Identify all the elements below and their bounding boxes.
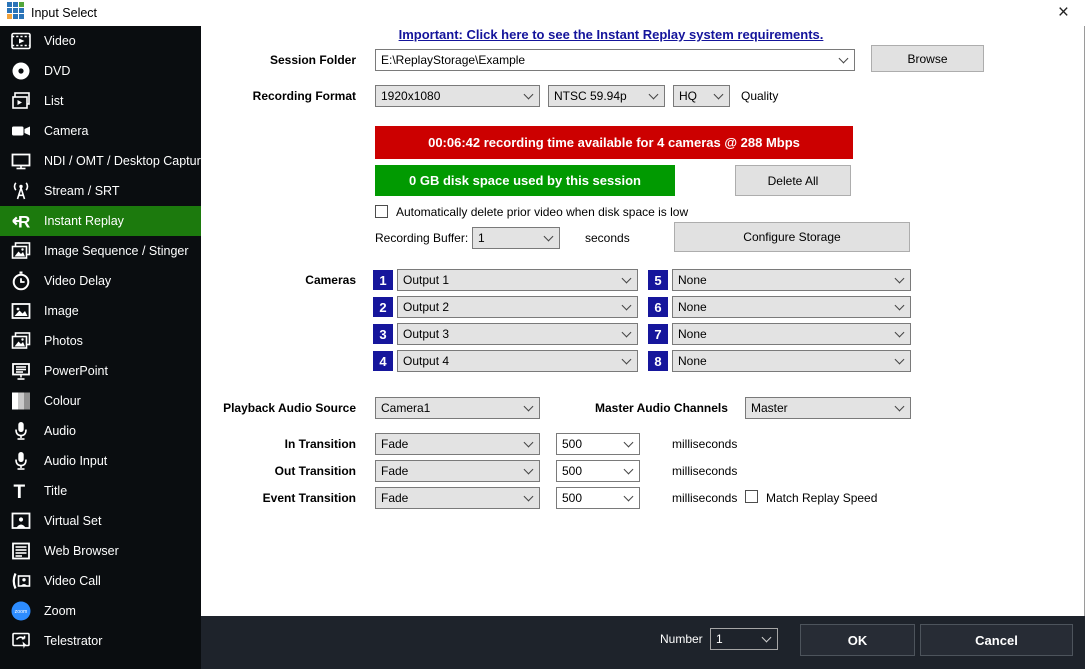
replay-icon [9,210,33,232]
sidebar-item-powerpoint[interactable] [0,356,201,386]
sidebar-item-dvd[interactable] [0,56,201,86]
camera-4-value: Output 4 [403,354,450,368]
camera-2-value: Output 2 [403,300,450,314]
presentation-icon [9,360,33,382]
footer-bar [201,616,1085,669]
recording-buffer-value: 1 [478,231,485,245]
chevron-down-icon [649,90,659,100]
title-bar [0,0,1085,26]
camera-2-badge: 2 [373,297,393,317]
sidebar-item-label: Title [44,484,68,498]
recording-buffer-label: Recording Buffer: [375,231,469,245]
chevron-down-icon [895,328,905,338]
in-transition-duration-select[interactable] [556,433,640,455]
number-value: 1 [716,632,723,646]
delete-all-button[interactable]: Delete All [735,165,851,196]
out-transition-effect-value: Fade [381,464,409,478]
chevron-down-icon [524,492,534,502]
sidebar-item-label: Instant Replay [44,214,124,228]
sidebar-item-instant-replay[interactable] [0,206,201,236]
chevron-down-icon [762,633,772,643]
out-transition-duration-select[interactable] [556,460,640,482]
event-transition-duration-select[interactable] [556,487,640,509]
microphone-input-icon [9,450,33,472]
sidebar-item-photos[interactable] [0,326,201,356]
frame-rate-select[interactable] [548,85,665,107]
in-transition-duration-value: 500 [562,437,583,451]
cameras-label: Cameras [305,273,356,287]
sidebar-item-label: Audio Input [44,454,108,468]
camera-1-value: Output 1 [403,273,450,287]
chevron-down-icon [524,465,534,475]
seconds-label: seconds [585,231,630,245]
sidebar-item-label: Virtual Set [44,514,102,528]
out-transition-unit-label: milliseconds [672,464,738,478]
system-requirements-link[interactable]: Important: Click here to see the Instant Replay system requirements. [398,27,824,42]
zoom-icon [9,600,33,622]
chevron-down-icon [895,274,905,284]
sidebar-item-label: Video Delay [44,274,112,288]
sidebar-item-label: PowerPoint [44,364,108,378]
sidebar-item-colour[interactable] [0,386,201,416]
chevron-down-icon [524,402,534,412]
in-transition-unit-label: milliseconds [672,437,738,451]
recording-buffer-select[interactable] [472,227,560,249]
sidebar-item-label: Colour [44,394,81,408]
sidebar-item-stream-srt[interactable] [0,176,201,206]
chevron-down-icon [839,54,849,64]
sidebar-item-list[interactable] [0,86,201,116]
number-select[interactable] [710,628,778,650]
sidebar-item-label: Web Browser [44,544,119,558]
quality-label: Quality [741,89,779,103]
sidebar-item-label: Zoom [44,604,76,618]
chevron-down-icon [524,438,534,448]
quality-value: HQ [679,89,697,103]
sidebar-item-label: NDI / OMT / Desktop Capture [44,154,208,168]
event-transition-unit-label: milliseconds [672,491,738,505]
camera-6-select[interactable] [672,296,911,318]
list-icon [9,90,33,112]
sidebar-item-label: Photos [44,334,83,348]
web-browser-icon [9,540,33,562]
camera-3-value: Output 3 [403,327,450,341]
camera-5-value: None [678,273,707,287]
film-icon [9,30,33,52]
camera-7-select[interactable] [672,323,911,345]
master-audio-channels-value: Master [751,401,788,415]
sidebar-item-video-delay[interactable] [0,266,201,296]
event-transition-duration-value: 500 [562,491,583,505]
sidebar-item-label: DVD [44,64,71,78]
camera-2-select[interactable] [397,296,638,318]
camera-8-badge: 8 [648,351,668,371]
camera-6-badge: 6 [648,297,668,317]
photos-icon [9,330,33,352]
clock-icon [9,270,33,292]
recording-time-banner: 00:06:42 recording time available for 4 cameras @ 288 Mbps [375,126,853,159]
sidebar-item-image[interactable] [0,296,201,326]
chevron-down-icon [622,274,632,284]
playback-audio-source-select[interactable] [375,397,540,419]
browse-button[interactable]: Browse [871,45,984,72]
chevron-down-icon [622,328,632,338]
cancel-button[interactable]: Cancel [920,624,1073,656]
sidebar [0,26,208,669]
image-icon [9,300,33,322]
chevron-down-icon [895,402,905,412]
chevron-down-icon [622,355,632,365]
sidebar-item-audio-input[interactable] [0,446,201,476]
camera-4-select[interactable] [397,350,638,372]
sidebar-item-ndi-desktop-capture[interactable] [0,146,208,176]
chevron-down-icon [714,90,724,100]
ok-button[interactable]: OK [800,624,915,656]
sidebar-item-label: Camera [44,124,89,138]
sidebar-item-image-sequence-stinger[interactable] [0,236,201,266]
quality-select[interactable] [673,85,730,107]
camera-3-badge: 3 [373,324,393,344]
camera-8-select[interactable] [672,350,911,372]
match-replay-speed-label: Match Replay Speed [766,491,878,505]
camera-icon [9,120,33,142]
colour-swatch-icon [9,390,33,412]
sidebar-item-label: Audio [44,424,76,438]
chevron-down-icon [624,465,634,475]
monitor-icon [9,150,33,172]
session-folder-select[interactable] [375,49,855,71]
camera-6-value: None [678,300,707,314]
chevron-down-icon [524,90,534,100]
in-transition-label: In Transition [284,437,356,451]
out-transition-effect-select[interactable] [375,460,540,482]
camera-5-select[interactable] [672,269,911,291]
camera-1-select[interactable] [397,269,638,291]
frame-rate-value: NTSC 59.94p [554,89,627,103]
sidebar-item-video[interactable] [0,26,201,56]
auto-delete-label: Automatically delete prior video when disk space is low [396,205,689,219]
sidebar-item-label: Video Call [44,574,101,588]
playback-audio-source-value: Camera1 [381,401,431,415]
disk-space-banner: 0 GB disk space used by this session [375,165,675,196]
event-transition-effect-value: Fade [381,491,409,505]
svg-text:R: R [18,212,31,232]
camera-7-value: None [678,327,707,341]
out-transition-label: Out Transition [274,464,356,478]
event-transition-effect-select[interactable] [375,487,540,509]
in-transition-effect-select[interactable] [375,433,540,455]
in-transition-effect-value: Fade [381,437,409,451]
chevron-down-icon [544,232,554,242]
chevron-down-icon [895,355,905,365]
master-audio-channels-label: Master Audio Channels [595,401,728,415]
session-folder-label: Session Folder [269,53,356,67]
camera-1-badge: 1 [373,270,393,290]
sidebar-item-label: Image [44,304,79,318]
dvd-icon [9,60,33,82]
sidebar-item-virtual-set[interactable] [0,506,201,536]
title-icon [9,480,33,502]
sidebar-item-label: List [44,94,64,108]
event-transition-label: Event Transition [262,491,356,505]
camera-5-badge: 5 [648,270,668,290]
microphone-icon [9,420,33,442]
sidebar-item-video-call[interactable] [0,566,201,596]
auto-delete-checkbox[interactable] [375,205,388,218]
svg-text:T: T [13,482,26,502]
image-stack-icon [9,240,33,262]
telestrator-icon [9,630,33,652]
out-transition-duration-value: 500 [562,464,583,478]
match-replay-speed-checkbox[interactable] [745,490,758,503]
master-audio-channels-select[interactable] [745,397,911,419]
session-folder-value: E:\ReplayStorage\Example [381,53,526,67]
recording-format-label: Recording Format [252,89,356,103]
sidebar-item-telestrator[interactable] [0,626,201,656]
virtual-set-icon [9,510,33,532]
camera-4-badge: 4 [373,351,393,371]
number-label: Number [660,632,703,646]
window-title: Input Select [31,6,98,20]
chevron-down-icon [624,492,634,502]
resolution-value: 1920x1080 [381,89,441,103]
chevron-down-icon [895,301,905,311]
video-call-icon [9,570,33,592]
svg-text:zoom: zoom [14,609,28,615]
sidebar-item-label: Image Sequence / Stinger [44,244,189,258]
resolution-select[interactable] [375,85,540,107]
sidebar-item-title[interactable] [0,476,201,506]
sidebar-item-label: Stream / SRT [44,184,120,198]
sidebar-item-audio[interactable] [0,416,201,446]
sidebar-item-camera[interactable] [0,116,201,146]
antenna-icon [9,180,33,202]
chevron-down-icon [624,438,634,448]
playback-audio-source-label: Playback Audio Source [223,401,356,415]
camera-8-value: None [678,354,707,368]
chevron-down-icon [622,301,632,311]
close-icon[interactable]: × [1057,2,1069,23]
sidebar-item-zoom[interactable] [0,596,201,626]
configure-storage-button[interactable]: Configure Storage [674,222,910,252]
sidebar-item-web-browser[interactable] [0,536,201,566]
sidebar-item-label: Telestrator [44,634,103,648]
vmix-logo-icon [7,2,24,24]
sidebar-item-label: Video [44,34,76,48]
camera-3-select[interactable] [397,323,638,345]
camera-7-badge: 7 [648,324,668,344]
